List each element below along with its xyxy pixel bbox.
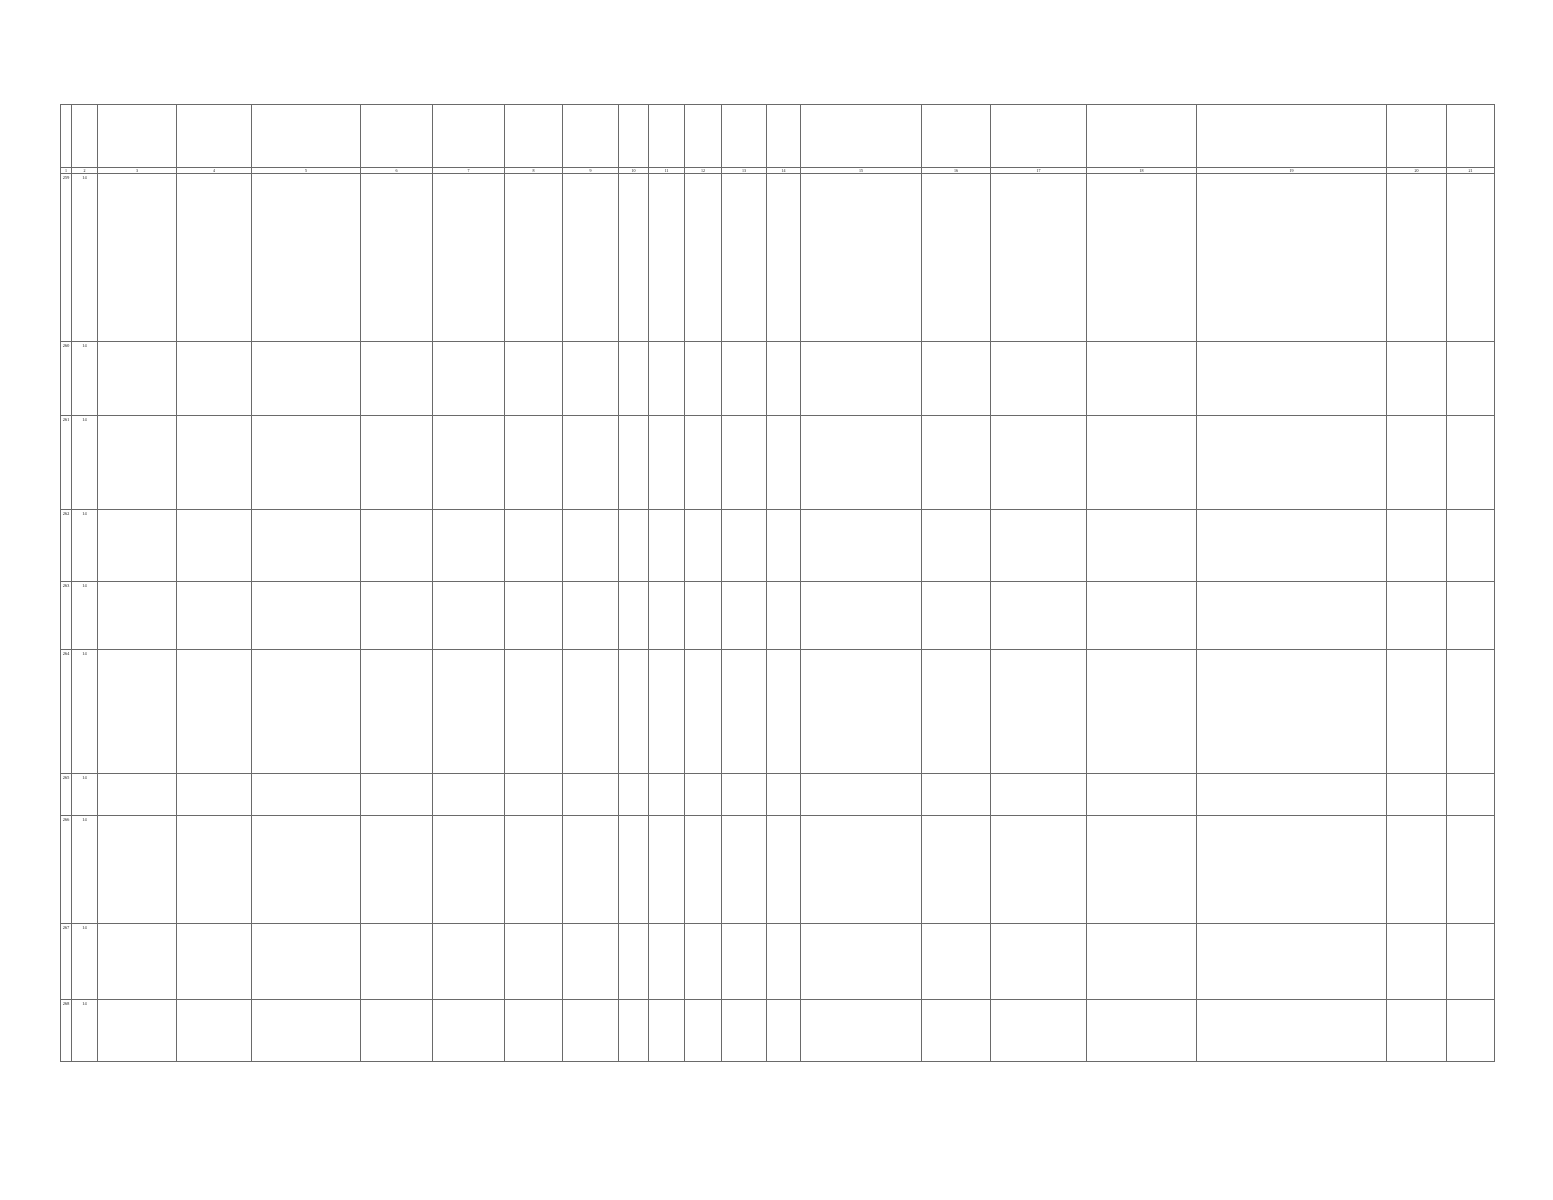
table-row [61, 650, 1495, 774]
table-cell: 262 [61, 510, 72, 582]
registry-table [60, 104, 1495, 1062]
table-cell [1387, 1000, 1447, 1062]
table-cell [98, 650, 177, 774]
column-number: 7 [433, 168, 505, 174]
table-cell [177, 774, 252, 816]
table-cell [361, 774, 433, 816]
table-cell: 261 [61, 416, 72, 510]
table-cell [767, 1000, 801, 1062]
table-cell [685, 816, 722, 924]
table-cell [1447, 416, 1495, 510]
table-cell [563, 416, 619, 510]
table-cell [649, 924, 685, 1000]
table-cell [505, 774, 563, 816]
table-cell [98, 342, 177, 416]
table-cell: 14 [72, 774, 98, 816]
table-cell [619, 582, 649, 650]
table-cell: 265 [61, 774, 72, 816]
table-cell [1387, 816, 1447, 924]
table-row [61, 816, 1495, 924]
table-cell [98, 582, 177, 650]
table-cell [619, 510, 649, 582]
table-cell [505, 1000, 563, 1062]
table-cell: 14 [72, 582, 98, 650]
table-cell: 268 [61, 1000, 72, 1062]
table-cell [98, 416, 177, 510]
header-cell [991, 105, 1087, 168]
table-row [61, 924, 1495, 1000]
table-cell [991, 1000, 1087, 1062]
table-cell [619, 1000, 649, 1062]
table-cell [649, 416, 685, 510]
table-cell [922, 1000, 991, 1062]
table-row [61, 582, 1495, 650]
table-cell [801, 650, 922, 774]
table-cell [505, 174, 563, 342]
table-cell [563, 174, 619, 342]
table-cell [922, 416, 991, 510]
table-cell [505, 416, 563, 510]
header-cell [649, 105, 685, 168]
table-cell [177, 342, 252, 416]
table-cell [1447, 582, 1495, 650]
table-cell [505, 924, 563, 1000]
header-cell [252, 105, 361, 168]
table-cell [1087, 342, 1197, 416]
table-cell [991, 816, 1087, 924]
table-cell [922, 924, 991, 1000]
table-cell [563, 774, 619, 816]
table-cell [563, 816, 619, 924]
table-cell [1387, 510, 1447, 582]
table-cell: 14 [72, 924, 98, 1000]
table-cell [1387, 924, 1447, 1000]
header-cell [922, 105, 991, 168]
table-cell [1087, 924, 1197, 1000]
header-cell [1447, 105, 1495, 168]
header-cell [685, 105, 722, 168]
table-cell [685, 582, 722, 650]
table-cell [722, 816, 767, 924]
column-number: 12 [685, 168, 722, 174]
table-cell [767, 582, 801, 650]
table-cell [649, 342, 685, 416]
table-cell: 266 [61, 816, 72, 924]
table-cell [1447, 816, 1495, 924]
table-cell [649, 174, 685, 342]
table-cell [1197, 816, 1387, 924]
table-cell [649, 650, 685, 774]
table-cell [98, 774, 177, 816]
table-cell [433, 510, 505, 582]
table-cell [252, 650, 361, 774]
table-cell [649, 582, 685, 650]
table-cell [1447, 774, 1495, 816]
table-cell [1197, 510, 1387, 582]
table-cell [991, 774, 1087, 816]
table-cell [252, 1000, 361, 1062]
column-number: 1 [61, 168, 72, 174]
table-cell [619, 816, 649, 924]
table-cell [98, 1000, 177, 1062]
column-number: 8 [505, 168, 563, 174]
table-cell [1447, 924, 1495, 1000]
table-cell [361, 650, 433, 774]
table-cell [619, 342, 649, 416]
column-number: 6 [361, 168, 433, 174]
table-cell [1197, 774, 1387, 816]
column-number: 15 [801, 168, 922, 174]
table-cell [177, 924, 252, 1000]
table-cell [1087, 582, 1197, 650]
table-cell [767, 650, 801, 774]
table-cell [563, 924, 619, 1000]
table-cell [177, 1000, 252, 1062]
table-cell [563, 510, 619, 582]
table-row [61, 174, 1495, 342]
header-cell [801, 105, 922, 168]
table-cell [505, 342, 563, 416]
header-cell [98, 105, 177, 168]
table-cell: 14 [72, 1000, 98, 1062]
table-cell [505, 650, 563, 774]
table-cell [767, 342, 801, 416]
header-cell [433, 105, 505, 168]
table-cell [801, 774, 922, 816]
table-row [61, 510, 1495, 582]
table-cell [177, 174, 252, 342]
table-cell [361, 924, 433, 1000]
registry-rows [61, 174, 1495, 1062]
table-cell [1197, 1000, 1387, 1062]
table-cell [991, 924, 1087, 1000]
table-cell [1447, 510, 1495, 582]
header-cell [1387, 105, 1447, 168]
table-cell [361, 1000, 433, 1062]
table-cell [1197, 924, 1387, 1000]
table-cell [619, 416, 649, 510]
table-cell [1197, 650, 1387, 774]
table-cell [361, 582, 433, 650]
table-cell [685, 342, 722, 416]
table-cell: 264 [61, 650, 72, 774]
column-number: 2 [72, 168, 98, 174]
table-cell [563, 342, 619, 416]
table-cell [801, 342, 922, 416]
header-cell [722, 105, 767, 168]
table-cell [722, 174, 767, 342]
table-cell [433, 650, 505, 774]
table-cell [801, 924, 922, 1000]
table-cell [505, 816, 563, 924]
table-cell [722, 924, 767, 1000]
column-number: 5 [252, 168, 361, 174]
table-cell [922, 174, 991, 342]
table-cell [922, 342, 991, 416]
table-cell [98, 510, 177, 582]
table-cell [252, 342, 361, 416]
table-cell: 14 [72, 416, 98, 510]
table-cell [1087, 774, 1197, 816]
table-row [61, 1000, 1495, 1062]
table-cell [1387, 582, 1447, 650]
table-cell [361, 816, 433, 924]
table-cell [505, 510, 563, 582]
table-cell [252, 416, 361, 510]
table-cell [433, 774, 505, 816]
column-number: 19 [1197, 168, 1387, 174]
table-cell [1087, 510, 1197, 582]
table-cell [177, 582, 252, 650]
table-cell [801, 416, 922, 510]
header-cell [1197, 105, 1387, 168]
table-cell [1387, 342, 1447, 416]
header-cell [61, 105, 72, 168]
table-cell [1197, 174, 1387, 342]
table-cell [433, 342, 505, 416]
header-cell [1087, 105, 1197, 168]
table-row [61, 774, 1495, 816]
table-cell [722, 510, 767, 582]
table-cell [1197, 342, 1387, 416]
table-cell [177, 816, 252, 924]
table-cell [1197, 416, 1387, 510]
table-cell [767, 510, 801, 582]
table-cell [722, 650, 767, 774]
table-cell [685, 416, 722, 510]
table-cell: 259 [61, 174, 72, 342]
table-cell [1197, 582, 1387, 650]
table-cell [252, 774, 361, 816]
table-cell [619, 650, 649, 774]
header-cell [619, 105, 649, 168]
table-cell [722, 582, 767, 650]
table-cell [177, 650, 252, 774]
table-cell [1387, 774, 1447, 816]
table-cell [1087, 1000, 1197, 1062]
table-cell: 14 [72, 342, 98, 416]
table-cell [801, 1000, 922, 1062]
table-cell [722, 1000, 767, 1062]
table-cell [1447, 650, 1495, 774]
header-row [61, 105, 1495, 168]
table-cell [685, 650, 722, 774]
header-cell [177, 105, 252, 168]
table-cell [563, 650, 619, 774]
table-cell [685, 510, 722, 582]
table-cell [922, 774, 991, 816]
table-cell [685, 924, 722, 1000]
table-cell [252, 582, 361, 650]
table-cell [177, 510, 252, 582]
table-cell [1087, 416, 1197, 510]
table-cell [252, 816, 361, 924]
table-cell [433, 582, 505, 650]
table-cell [619, 774, 649, 816]
column-number: 18 [1087, 168, 1197, 174]
column-number: 3 [98, 168, 177, 174]
column-number: 10 [619, 168, 649, 174]
table-cell [361, 510, 433, 582]
table-cell [767, 174, 801, 342]
table-cell [1387, 174, 1447, 342]
table-cell [685, 174, 722, 342]
table-cell [991, 650, 1087, 774]
table-cell [98, 174, 177, 342]
table-cell [767, 416, 801, 510]
table-cell: 260 [61, 342, 72, 416]
table-cell [991, 174, 1087, 342]
table-cell [649, 1000, 685, 1062]
column-number: 9 [563, 168, 619, 174]
column-number: 11 [649, 168, 685, 174]
table-cell: 267 [61, 924, 72, 1000]
table-cell [801, 582, 922, 650]
table-cell [619, 174, 649, 342]
table-cell [722, 342, 767, 416]
table-cell [685, 774, 722, 816]
table-row [61, 416, 1495, 510]
table-cell [252, 924, 361, 1000]
header-cell [563, 105, 619, 168]
table-cell [433, 924, 505, 1000]
header-cell [767, 105, 801, 168]
table-cell [1447, 1000, 1495, 1062]
table-cell [1447, 174, 1495, 342]
table-cell [922, 582, 991, 650]
table-cell [619, 924, 649, 1000]
table-cell: 263 [61, 582, 72, 650]
column-number: 20 [1387, 168, 1447, 174]
table-cell [563, 582, 619, 650]
table-cell [252, 510, 361, 582]
table-cell: 14 [72, 174, 98, 342]
table-cell [433, 416, 505, 510]
table-cell [767, 924, 801, 1000]
table-cell [922, 816, 991, 924]
header-cell [505, 105, 563, 168]
column-number: 4 [177, 168, 252, 174]
column-number: 16 [922, 168, 991, 174]
table-cell [433, 816, 505, 924]
table-cell [1087, 650, 1197, 774]
table-cell [361, 342, 433, 416]
table-cell [991, 416, 1087, 510]
header-cell [361, 105, 433, 168]
table-cell [767, 816, 801, 924]
table-cell [991, 582, 1087, 650]
table-cell [361, 174, 433, 342]
table-cell [1387, 650, 1447, 774]
table-cell [505, 582, 563, 650]
table-cell [177, 416, 252, 510]
table-cell [563, 1000, 619, 1062]
table-cell [433, 1000, 505, 1062]
table-cell [922, 510, 991, 582]
table-cell [922, 650, 991, 774]
table-cell [767, 774, 801, 816]
table-row [61, 342, 1495, 416]
table-cell [649, 510, 685, 582]
table-cell [801, 174, 922, 342]
table-cell [1447, 342, 1495, 416]
table-cell [433, 174, 505, 342]
table-cell [98, 924, 177, 1000]
header-cell [72, 105, 98, 168]
table-cell: 14 [72, 510, 98, 582]
table-cell [252, 174, 361, 342]
column-number: 14 [767, 168, 801, 174]
table-cell [361, 416, 433, 510]
column-number: 21 [1447, 168, 1495, 174]
table-cell [685, 1000, 722, 1062]
table-cell [722, 416, 767, 510]
column-number: 17 [991, 168, 1087, 174]
table-cell [649, 816, 685, 924]
table-cell [1387, 416, 1447, 510]
table-cell: 14 [72, 816, 98, 924]
table-cell [1087, 816, 1197, 924]
table-cell [649, 774, 685, 816]
column-number: 13 [722, 168, 767, 174]
table-cell: 14 [72, 650, 98, 774]
table-cell [991, 342, 1087, 416]
table-cell [991, 510, 1087, 582]
registry-sheet [60, 104, 1494, 1062]
table-cell [801, 510, 922, 582]
table-cell [722, 774, 767, 816]
table-cell [98, 816, 177, 924]
table-cell [801, 816, 922, 924]
table-cell [1087, 174, 1197, 342]
